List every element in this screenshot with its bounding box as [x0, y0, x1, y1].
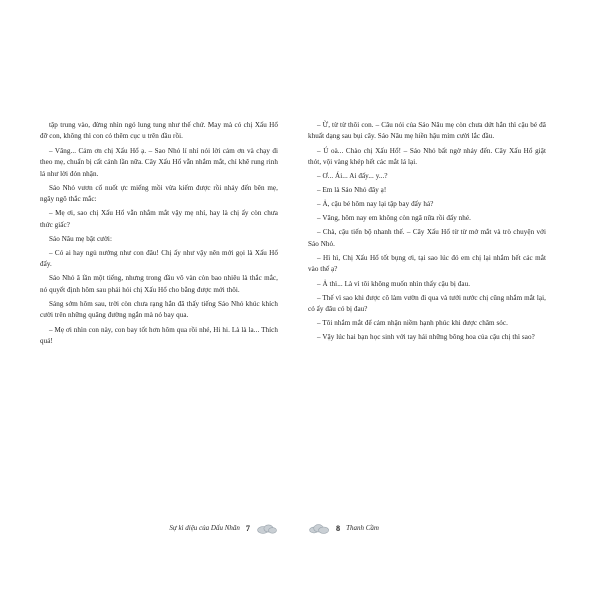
paragraph: – Vậy lúc hai bạn học sinh với tay hái những bông hoa của cậu chị thì sao? [317, 333, 535, 342]
left-page-text [40, 120, 278, 350]
page-number: 7 [245, 523, 250, 533]
paragraph: Sáo Nhỏ vươn cổ nuốt ực miếng mồi vừa kiếm được rồi nhảy đến bên mẹ, ngây ngô thắc mắc: [40, 183, 278, 204]
left-page [40, 120, 278, 533]
paragraph: Sáo Nhỏ ã lần một tiếng, nhưng trong đầu vô vàn còn bao nhiêu là thắc mắc, nó quyết định hôm sau phải hỏi chị Xấu Hổ cho bằng được mới thôi. [40, 274, 278, 294]
right-page [308, 120, 546, 533]
paragraph: – Ả thì... Là vì tôi không muốn nhìn thấy cậu bị đau. [317, 279, 471, 288]
cloud-icon [308, 522, 330, 534]
paragraph: – Chà, cậu tiến bộ nhanh thế. – Cây Xấu Hổ từ từ mở mắt và trò chuyện với Sáo Nhỏ. [308, 228, 546, 248]
paragraph: – Vâng... Cảm ơn chị Xấu Hổ ạ. – Sao Nhỏ lí nhí nói lời cảm ơn và chạy đi theo mẹ, chuẩn bị cất cánh lần nữa. Cây Xấu Hổ vẫn nhắm mắt, chỉ khẽ rung rinh lá như lời đón nhận. [40, 146, 278, 178]
paragraph: – Tôi nhắm mắt để cảm nhận niềm hạnh phúc khi được chăm sóc. [317, 319, 508, 328]
paragraph: – Ơ... Ái... Ai đấy... y...? [317, 172, 388, 181]
paragraph: – Em là Sáo Nhỏ đây ạ! [317, 186, 387, 195]
running-title: Thanh Cầm [346, 524, 379, 532]
paragraph: – Ú oà... Chào chị Xấu Hổ! – Sáo Nhỏ bất ngờ nhảy đến. Cây Xấu Hổ giật thót, vội vàng khép hết các mắt lá lại. [308, 146, 546, 167]
paragraph: tập trung vào, đừng nhìn ngó lung tung như thế chứ. May mà có chị Xấu Hổ đỡ con, không thì con có thêm cục u trên đầu rồi. [40, 121, 278, 141]
paragraph: – Ừ, từ từ thôi con. – Câu nói của Sáo Nâu mẹ còn chưa dứt hẳn thì cậu bé đã khuất dạng sau bụi cây. Sáo Nâu mẹ hiền hậu mỉm cười lắc đầu. [308, 121, 546, 141]
page-number: 8 [336, 523, 341, 533]
paragraph: – Vâng, hôm nay em không còn ngã nữa rồi đấy nhé. [317, 214, 471, 223]
paragraph: – Thế vì sao khi được cô làm vườn đi qua và tưới nước chị cũng nhắm mắt lại, có ấy đâu có bị đau? [308, 293, 546, 314]
paragraph: – Có ai hay ngủ nướng như con đâu! Chị ấy như vậy nên mới gọi là Xấu Hổ đấy. [40, 248, 278, 269]
paragraph: – Hì hì, Chị Xấu Hổ tốt bụng ơi, tại sao lúc đó em chị lại nhắm hết các mắt vào thế ạ? [308, 254, 546, 274]
cloud-icon [256, 522, 278, 534]
right-page-footer [308, 522, 546, 534]
paragraph: – Mẹ ơi nhìn con này, con bay tốt hơn hôm qua rồi nhé, Hi hi. Là là la... Thích quá! [40, 325, 278, 345]
left-page-footer [40, 522, 278, 534]
paragraph: Sáo Nâu mẹ bật cười: [49, 234, 112, 243]
right-page-text [308, 120, 546, 346]
running-title: Sự kì diệu của Dấu Nhãn [169, 524, 240, 532]
spread-gutter [299, 0, 301, 600]
paragraph: Sáng sớm hôm sau, trời còn chưa rạng hẳn đã thấy tiếng Sáo Nhỏ khúc khích cười trên những quãng đường ngắn mà nó bay qua. [40, 299, 278, 320]
paragraph: – Ả, cậu bé hôm nay lại tập bay đấy hả? [317, 200, 434, 209]
paragraph: – Mẹ ơi, sao chị Xấu Hổ vẫn nhắm mắt vậy mẹ nhỉ, hay là chị ấy còn chưa thức giấc? [40, 209, 278, 229]
